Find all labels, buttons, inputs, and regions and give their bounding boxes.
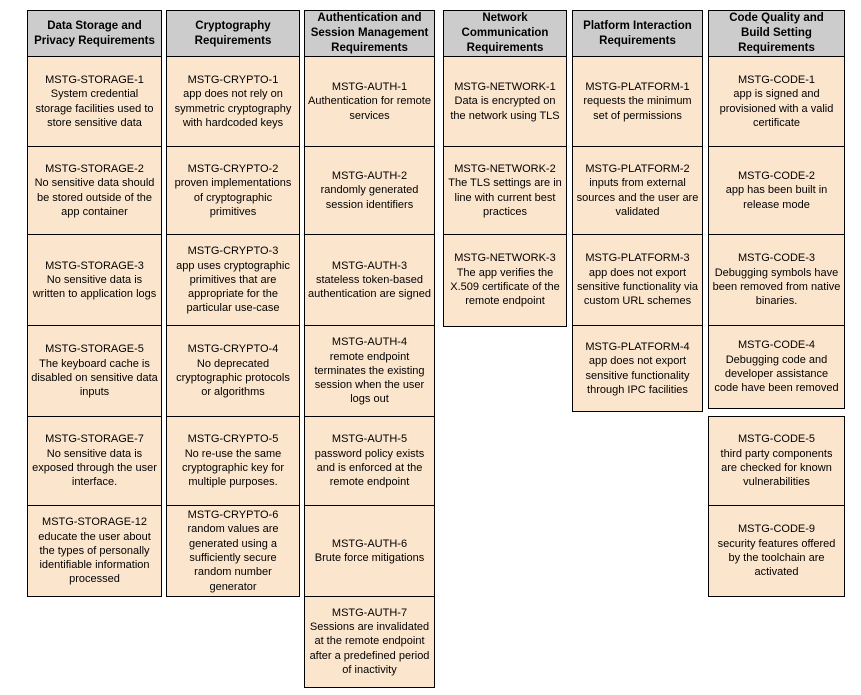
requirement-code: MSTG-CODE-5: [738, 433, 815, 446]
column-header-code-quality: [708, 10, 845, 57]
requirement-description: third party components are checked for known vulnerabilities: [720, 447, 833, 489]
requirement-cell-mstg-code-3: [708, 234, 845, 327]
requirement-code: MSTG-CRYPTO-6: [187, 509, 279, 522]
column-header-line: Data Storage and: [47, 19, 142, 32]
column-header-line: Network: [482, 12, 528, 25]
requirement-code: MSTG-STORAGE-7: [45, 433, 144, 446]
column-header-line: Requirements: [466, 41, 544, 54]
requirement-cell-mstg-crypto-1: [166, 56, 300, 148]
requirement-description: app does not export sensitive functionality through IPC facilities: [585, 355, 690, 396]
requirement-description: password policy exists and is enforced at the remote endpoint: [314, 447, 425, 489]
requirement-code: MSTG-CRYPTO-1: [187, 73, 279, 86]
column-header-network: [443, 10, 567, 57]
column-header-cryptography: [166, 10, 300, 57]
requirement-cell-mstg-network-2: [443, 146, 567, 235]
requirement-code: MSTG-CRYPTO-5: [187, 433, 279, 446]
column-code-quality: [708, 10, 845, 597]
requirement-code: MSTG-AUTH-5: [331, 433, 408, 446]
requirement-code: MSTG-STORAGE-1: [45, 73, 144, 86]
requirement-cell-mstg-crypto-6: [166, 505, 300, 597]
column-header-platform: [572, 10, 703, 57]
requirement-code: MSTG-STORAGE-5: [45, 343, 144, 356]
requirement-description: app uses cryptographic primitives that are appropriate for the particular use-case: [176, 259, 290, 315]
requirement-cell-mstg-auth-1: [304, 56, 435, 148]
requirement-description: remote endpoint terminates the existing session when the user logs out: [314, 350, 425, 406]
requirement-code: MSTG-CODE-4: [738, 339, 815, 352]
requirement-description: The app verifies the X.509 certificate of the remote endpoint: [450, 266, 560, 308]
requirement-code: MSTG-NETWORK-1: [454, 81, 556, 94]
requirement-cell-mstg-network-3: [443, 234, 567, 327]
requirement-cell-mstg-auth-4: [304, 325, 435, 417]
requirement-code: MSTG-AUTH-6: [331, 537, 408, 550]
column-header-line: Session Management: [310, 27, 429, 40]
requirement-code: MSTG-CODE-3: [738, 252, 815, 265]
requirement-code: MSTG-AUTH-3: [331, 259, 408, 272]
requirements-columns-row: [27, 10, 845, 688]
column-header-line: Requirements: [331, 41, 408, 54]
column-header-line: Communication: [461, 27, 549, 40]
column-header-line: Requirements: [599, 34, 676, 47]
requirement-cell-mstg-storage-3: [27, 234, 162, 327]
requirement-description: app has been built in release mode: [725, 184, 828, 211]
requirement-code: MSTG-AUTH-7: [331, 606, 408, 619]
requirement-description: security features offered by the toolchain are activated: [717, 537, 836, 579]
requirement-cell-mstg-platform-2: [572, 146, 703, 235]
requirement-description: No sensitive data is written to application logs: [32, 273, 157, 301]
requirement-code: MSTG-NETWORK-3: [454, 252, 556, 265]
requirement-description: app is signed and provisioned with a valid certificate: [719, 88, 834, 129]
requirement-description: randomly generated session identifiers: [320, 184, 419, 211]
column-header-line: Platform Interaction: [583, 19, 692, 32]
requirement-cell-mstg-auth-3: [304, 234, 435, 327]
requirement-description: The keyboard cache is disabled on sensitive data inputs: [31, 357, 158, 399]
requirement-cell-mstg-code-1: [708, 56, 845, 148]
requirement-cell-mstg-auth-5: [304, 416, 435, 507]
requirement-code: MSTG-NETWORK-2: [454, 162, 556, 175]
requirement-description: Data is encrypted on the network using TLS: [450, 95, 560, 122]
requirement-code: MSTG-AUTH-4: [331, 336, 408, 349]
requirement-cell-mstg-auth-6: [304, 505, 435, 597]
requirement-code: MSTG-CRYPTO-2: [187, 162, 279, 175]
requirement-cell-mstg-code-5: [708, 416, 845, 507]
requirement-code: MSTG-CRYPTO-3: [187, 245, 279, 258]
column-header-line: Privacy Requirements: [34, 34, 155, 47]
requirement-description: Authentication for remote services: [308, 95, 431, 122]
requirement-cell-mstg-auth-7: [304, 596, 435, 688]
column-header-line: Authentication and: [317, 12, 422, 25]
requirement-description: inputs from external sources and the user are validated: [576, 177, 699, 218]
requirement-description: Debugging symbols have been removed from native binaries.: [712, 266, 841, 308]
column-header-line: Requirements: [738, 41, 815, 54]
requirement-cell-mstg-crypto-3: [166, 234, 300, 327]
requirement-description: The TLS settings are in line with current best practices: [448, 177, 562, 218]
requirement-cell-mstg-storage-1: [27, 56, 162, 148]
requirement-code: MSTG-PLATFORM-4: [585, 340, 690, 353]
requirement-code: MSTG-PLATFORM-2: [585, 162, 690, 175]
requirement-description: Debugging code and developer assistance code have been removed: [714, 353, 839, 395]
requirement-description: stateless token-based authentication are signed: [308, 273, 431, 301]
requirement-cell-mstg-crypto-2: [166, 146, 300, 235]
requirement-description: random values are generated using a sufficiently secure random number generator: [187, 523, 279, 593]
requirement-cell-mstg-code-4: [708, 325, 845, 409]
requirement-description: No re-use the same cryptographic key for multiple purposes.: [181, 447, 285, 489]
column-header-authentication: [304, 10, 435, 57]
requirement-code: MSTG-PLATFORM-1: [585, 81, 690, 94]
requirement-cell-mstg-platform-1: [572, 56, 703, 148]
requirement-description: proven implementations of cryptographic primitives: [174, 177, 292, 218]
requirement-cell-mstg-platform-4: [572, 325, 703, 412]
column-header-line: Build Setting: [741, 27, 812, 40]
requirement-cell-mstg-auth-2: [304, 146, 435, 235]
requirement-description: Sessions are invalidated at the remote endpoint after a predefined period of inactivity: [309, 621, 430, 676]
requirement-description: requests the minimum set of permissions: [583, 95, 692, 122]
requirement-code: MSTG-STORAGE-2: [45, 162, 144, 175]
column-platform: [572, 10, 703, 412]
requirement-description: app does not export sensitive functionality via custom URL schemes: [576, 266, 699, 308]
requirement-cell-mstg-crypto-4: [166, 325, 300, 417]
requirement-description: app does not rely on symmetric cryptography with hardcoded keys: [174, 88, 292, 129]
requirement-description: No sensitive data is exposed through the user interface.: [32, 447, 157, 489]
requirement-code: MSTG-CODE-1: [738, 73, 815, 86]
requirement-code: MSTG-CODE-9: [738, 523, 815, 536]
requirement-cell-mstg-code-2: [708, 146, 845, 235]
requirement-description: System credential storage facilities used to store sensitive data: [35, 88, 154, 129]
requirement-code: MSTG-STORAGE-12: [42, 516, 147, 529]
column-header-line: Code Quality and: [729, 12, 824, 25]
requirement-code: MSTG-CODE-2: [738, 170, 815, 183]
requirement-description: No sensitive data should be stored outside of the app container: [34, 177, 155, 218]
requirement-description: Brute force mitigations: [314, 552, 425, 564]
column-authentication: [304, 10, 435, 688]
column-header-data-storage: [27, 10, 162, 57]
column-header-line: Cryptography: [195, 19, 271, 32]
column-network: [443, 10, 567, 327]
requirement-cell-mstg-crypto-5: [166, 416, 300, 507]
column-cryptography: [166, 10, 300, 597]
requirement-code: MSTG-STORAGE-3: [45, 259, 144, 272]
requirement-cell-mstg-storage-7: [27, 416, 162, 507]
requirement-code: MSTG-AUTH-1: [331, 81, 408, 94]
requirement-description: educate the user about the types of personally identifiable information processed: [38, 530, 151, 586]
requirement-cell-mstg-code-9: [708, 505, 845, 597]
requirement-code: MSTG-AUTH-2: [331, 170, 408, 183]
requirement-description: No deprecated cryptographic protocols or algorithms: [176, 357, 290, 399]
requirement-cell-mstg-storage-2: [27, 146, 162, 235]
requirement-code: MSTG-CRYPTO-4: [187, 343, 279, 356]
requirement-cell-mstg-storage-5: [27, 325, 162, 417]
requirement-code: MSTG-PLATFORM-3: [585, 252, 690, 265]
column-data-storage: [27, 10, 162, 597]
column-header-line: Requirements: [194, 34, 272, 47]
requirement-cell-mstg-platform-3: [572, 234, 703, 327]
requirement-cell-mstg-network-1: [443, 56, 567, 148]
requirement-cell-mstg-storage-12: [27, 505, 162, 597]
